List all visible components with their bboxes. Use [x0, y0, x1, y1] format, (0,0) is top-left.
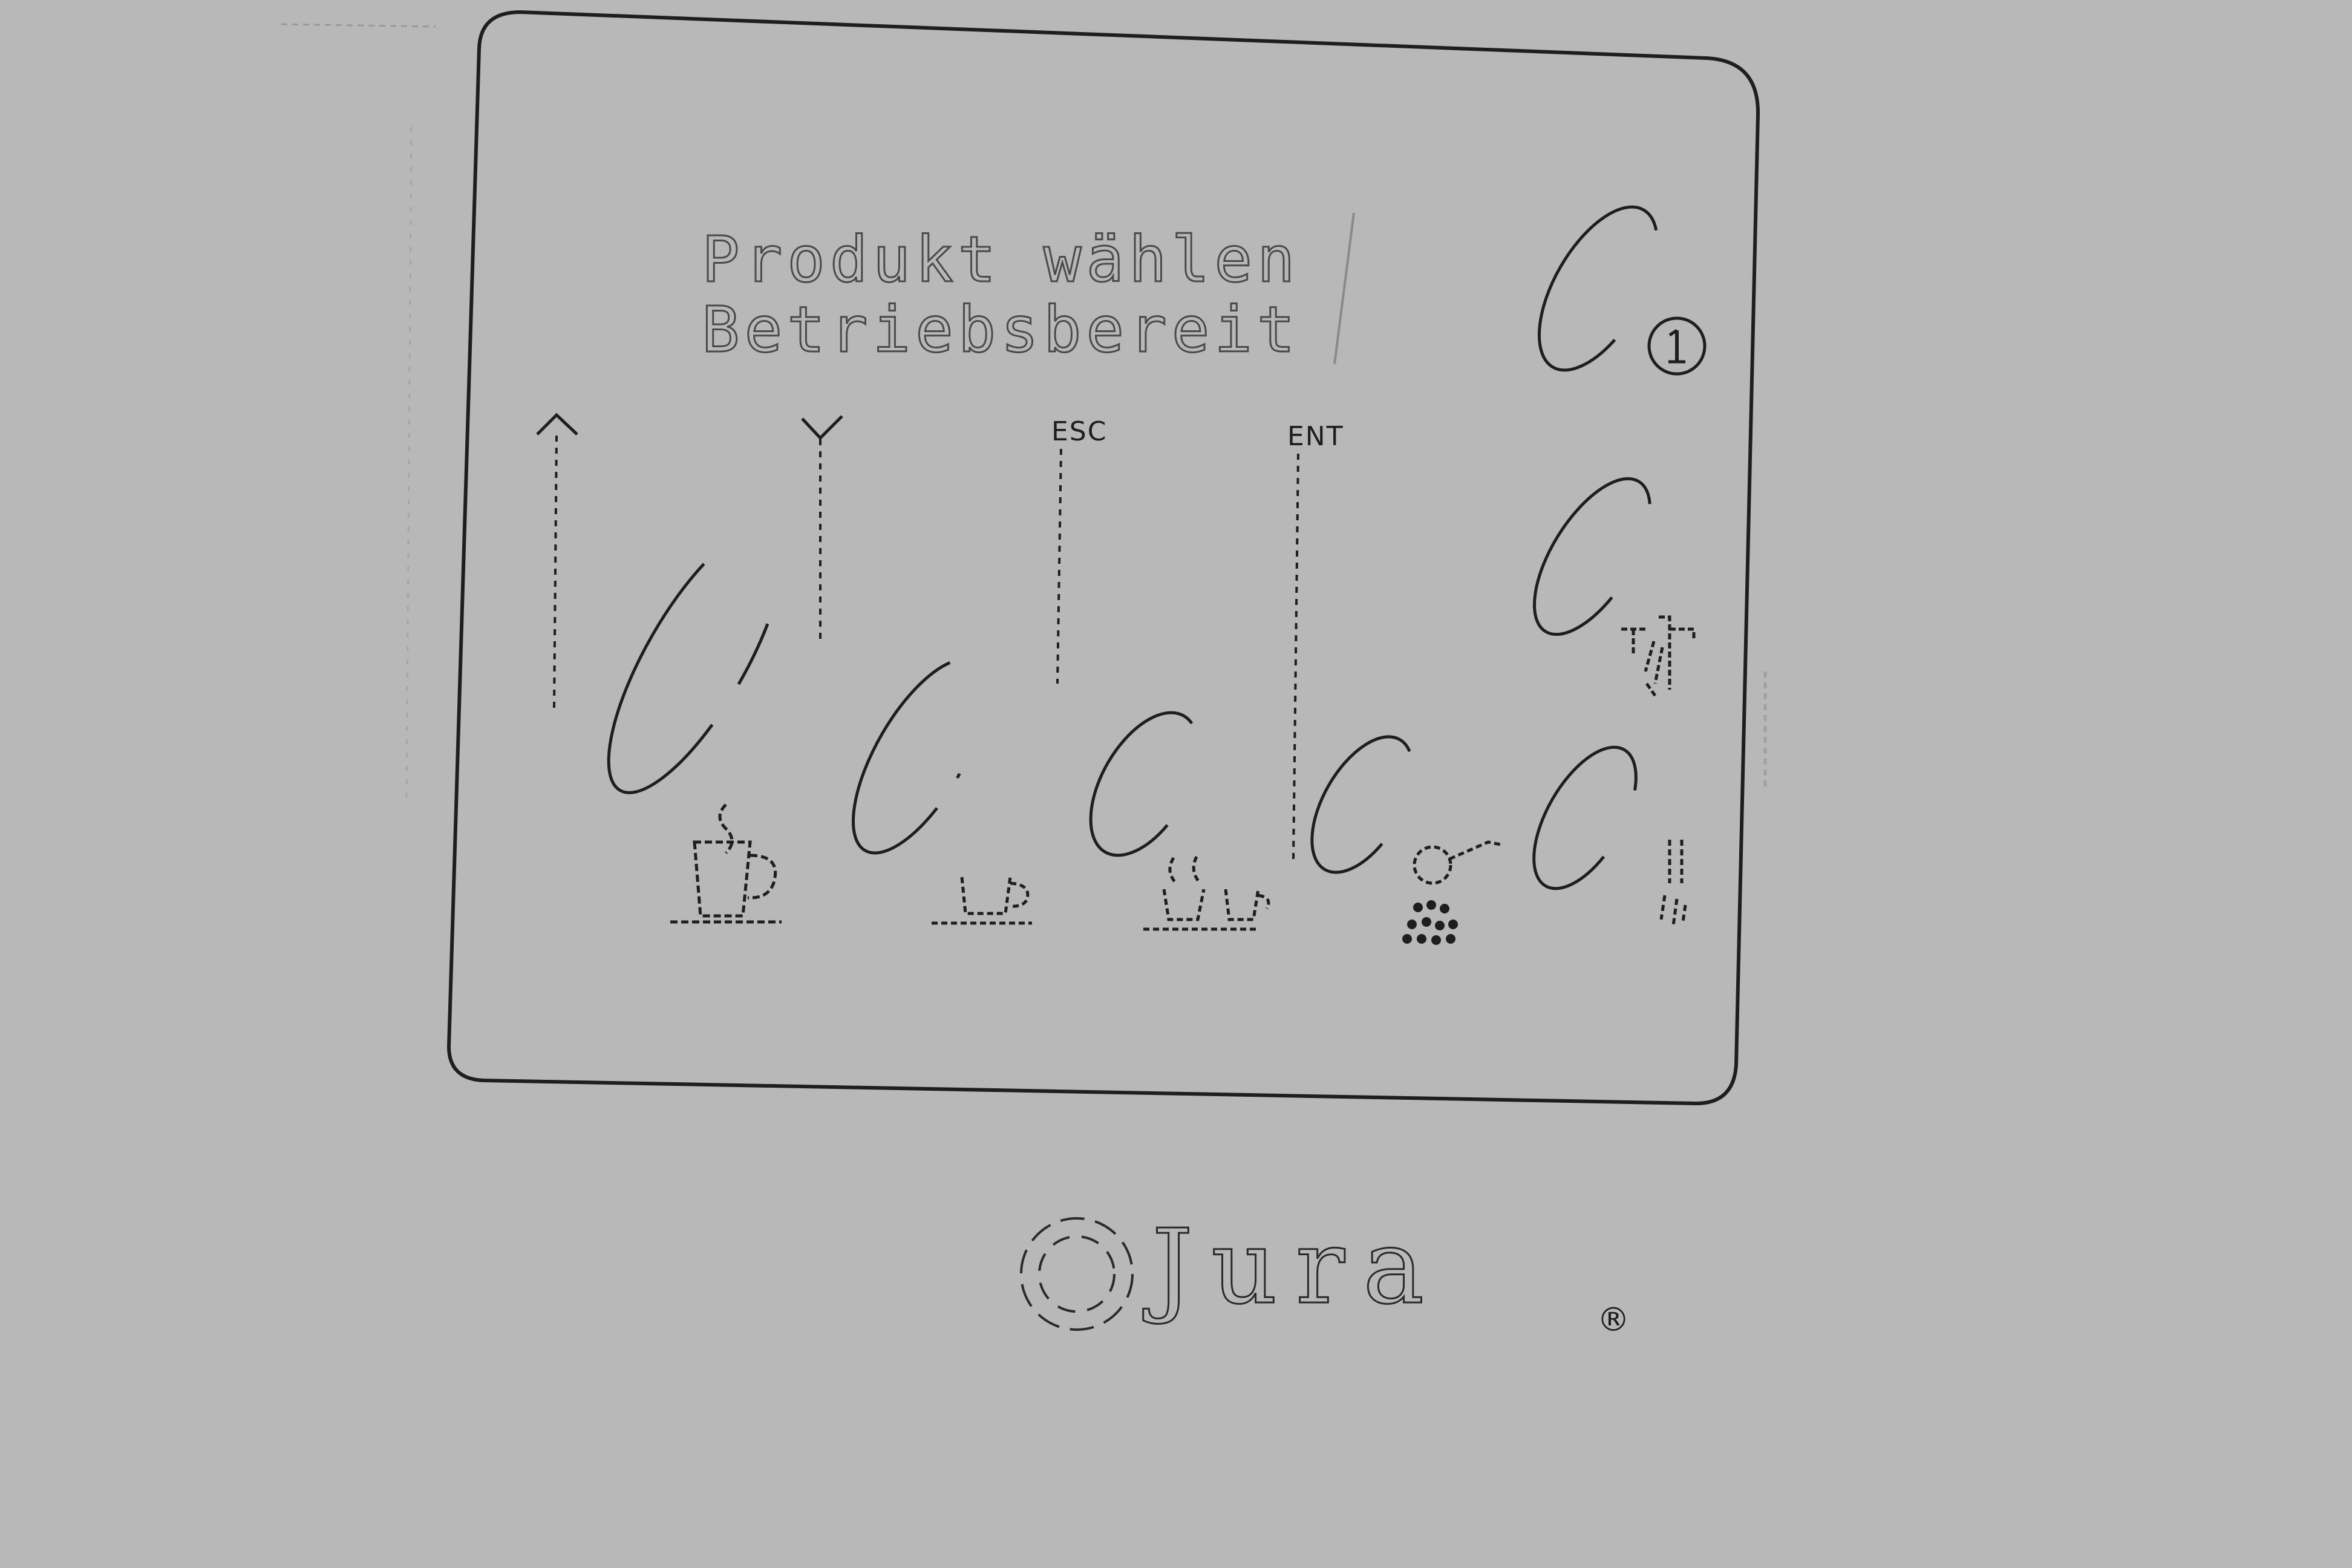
- two-coffee-button[interactable]: [1068, 694, 1220, 873]
- small-coffee-button[interactable]: [828, 640, 1012, 872]
- brand-logo-icon: [1021, 1218, 1132, 1330]
- power-button[interactable]: [1515, 188, 1682, 389]
- display-line-2: Betriebsbereit: [702, 293, 1300, 367]
- arrow-down-key[interactable]: [802, 416, 842, 641]
- ground-coffee-icon: [1402, 842, 1500, 945]
- steam-tap-icon: [1621, 617, 1694, 696]
- ent-key-line[interactable]: [1293, 454, 1298, 859]
- rinse-button[interactable]: [1513, 731, 1656, 904]
- panel-frame: [449, 12, 1758, 1103]
- registered-mark: ®: [1597, 1301, 1631, 1339]
- small-cup-icon: [932, 877, 1032, 923]
- power-indicator-icon: [1649, 318, 1705, 374]
- ground-coffee-button[interactable]: [1292, 720, 1434, 889]
- display-line-1: Produkt wählen: [702, 223, 1300, 296]
- scan-artifact-line: [407, 127, 411, 799]
- rinse-icon: [1661, 840, 1685, 926]
- brand-name: Jura: [1152, 1207, 1443, 1327]
- display-window-edge: [1334, 213, 1354, 364]
- esc-key-label: ESC: [1051, 416, 1108, 447]
- scan-artifact-line: [281, 24, 436, 27]
- large-cup-icon: [670, 805, 782, 922]
- two-cups-icon: [1143, 857, 1269, 929]
- steam-button[interactable]: [1512, 460, 1673, 653]
- large-coffee-button[interactable]: [577, 503, 814, 815]
- arrow-up-key[interactable]: [537, 415, 577, 708]
- esc-key-line[interactable]: [1057, 449, 1061, 684]
- ent-key-label: ENT: [1287, 421, 1344, 452]
